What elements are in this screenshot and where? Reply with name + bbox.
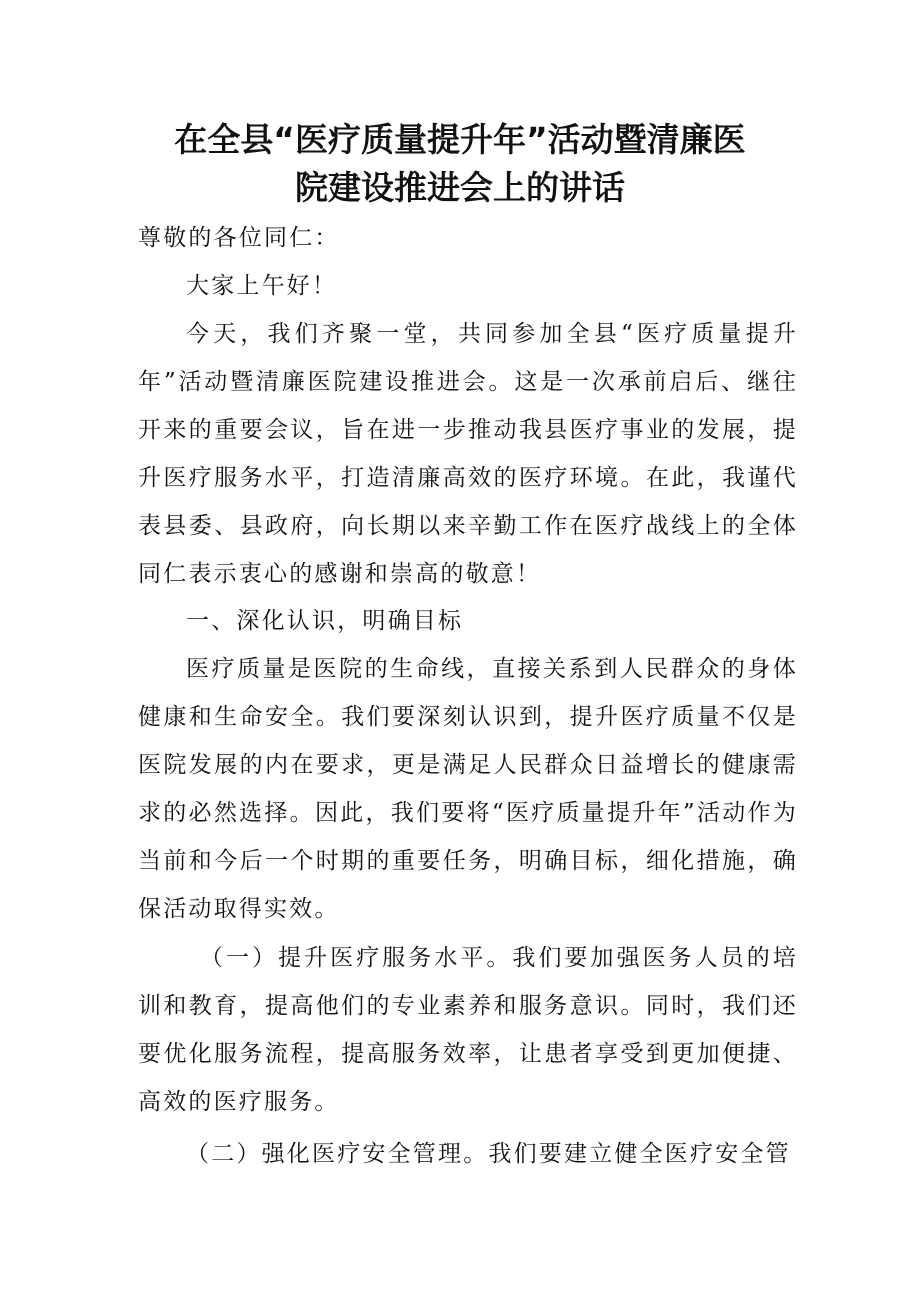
- section-1-heading: 一、深化认识，明确目标: [186, 608, 464, 634]
- salutation: 尊敬的各位同仁：: [138, 225, 340, 251]
- subsection-1-paragraph: （一）提升医疗服务水平。我们要加强医务人员的培训和教育，提高他们的专业素养和服务意识。同时，我们还要优化服务流程，提高服务效率，让患者享受到更加便捷、高效的医疗服务。: [138, 945, 798, 1115]
- document-title-line-2: 院建设推进会上的讲话: [295, 168, 625, 207]
- intro-paragraph: 今天，我们齐聚一堂，共同参加全县“医疗质量提升年”活动暨清廉医院建设推进会。这是一次承前启后、继往开来的重要会议，旨在进一步推动我县医疗事业的发展，提升医疗服务水平，打造清廉高效的医疗环境。在此，我谨代表县委、县政府，向长期以来辛勤工作在医疗战线上的全体同仁表示衷心的感谢和崇高的敬意！: [138, 321, 798, 587]
- section-1-paragraph: 医疗质量是医院的生命线，直接关系到人民群众的身体健康和生命安全。我们要深刻认识到，提升医疗质量不仅是医院发展的内在要求，更是满足人民群众日益增长的健康需求的必然选择。因此，我们要将“医疗质量提升年”活动作为当前和今后一个时期的重要任务，明确目标，细化措施，确保活动取得实效。: [138, 656, 798, 922]
- document-title-line-1: 在全县“医疗质量提升年”活动暨清廉医: [174, 120, 746, 159]
- subsection-2-paragraph: （二）强化医疗安全管理。我们要建立健全医疗安全管: [186, 1141, 791, 1167]
- greeting: 大家上午好！: [186, 273, 338, 299]
